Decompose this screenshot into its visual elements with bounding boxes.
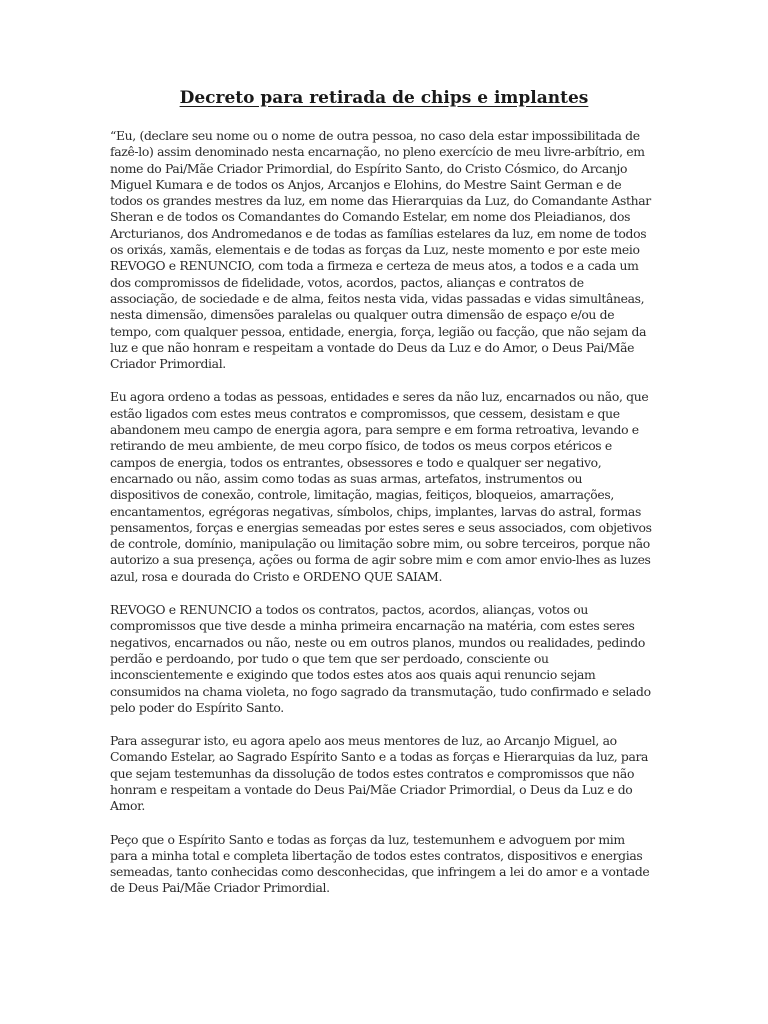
paragraph-invocation: “Eu, (declare seu nome ou o nome de outra pessoa, no caso dela estar impossibilitada de fazê-lo) assim denominado nesta encarnação, no pleno exercício de meu livre-arbítrio, em nome do Pai/Mãe Criador Primordial, do Espírito Santo, do Cristo Cósmico, do Arcanjo Miguel Kumara e de todos os Anjos, Arcanjos e Elohins, do Mestre Saint German e de todos os grandes mestres da luz, em nome das Hierarquias da Luz, do Comandante Asthar Sheran e de todos os Comandantes do Comando Estelar, em nome dos Pleiadianos, dos Arcturianos, dos Andromedanos e de todas as famílias estelares da luz, em nome de todos os orixás, xamãs, elementais e de todas as forças da Luz, neste momento e por este meio REVOGO e RENUNCIO, com toda a firmeza e certeza de meus atos, a todos e a cada um dos compromissos de fidelidade, votos, acordos, pactos, alianças e contratos de associação, de sociedade e de alma, feitos nesta vida, vidas passadas e vidas simultâneas, nesta dimensão, dimensões paralelas ou qualquer outra dimensão de espaço e/ou de tempo, com qualquer pessoa, entidade, energia, força, legião ou facção, que não sejam da luz e que não honram e respeitam a vontade do Deus da Luz e do Amor, o Deus Pai/Mãe Criador Primordial.	[110, 128, 651, 372]
paragraph-order: Eu agora ordeno a todas as pessoas, entidades e seres da não luz, encarnados ou não, que estão ligados com estes meus contratos e compromissos, que cessem, desistam e que abandonem meu campo de energia agora, para sempre e em forma retroativa, levando e retirando de meu ambiente, de meu corpo físico, de todos os meus corpos etéricos e campos de energia, todos os entrantes, obsessores e todo e qualquer ser negativo, encarnado ou não, assim como todas as suas armas, artefatos, instrumentos ou dispositivos de conexão, controle, limitação, magias, feitiços, bloqueios, amarrações, encantamentos, egrégoras negativas, símbolos, chips, implantes, larvas do astral, formas pensamentos, forças e energias semeadas por estes seres e seus associados, com objetivos de controle, domínio, manipulação ou limitação sobre mim, ou sobre terceiros, porque não autorizo a sua presença, ações ou forma de agir sobre mim e com amor envio-lhes as luzes azul, rosa e dourada do Cristo e ORDENO QUE SAIAM.	[110, 389, 652, 584]
paragraph-witnesses: Para assegurar isto, eu agora apelo aos meus mentores de luz, ao Arcanjo Miguel, ao Comando Estelar, ao Sagrado Espírito Santo e a todas as forças e Hierarquias da luz, para que sejam testemunhas da dissolução de todos estes contratos e compromissos que não honram e respeitam a vontade do Deus Pai/Mãe Criador Primordial, o Deus da Luz e do Amor.	[110, 733, 649, 814]
document-title: Decreto para retirada de chips e implantes	[179, 88, 589, 108]
paragraph-revocation: REVOGO e RENUNCIO a todos os contratos, pactos, acordos, alianças, votos ou compromissos que tive desde a minha primeira encarnação na matéria, com estes seres negativos, encarnados ou não, neste ou em outros planos, mundos ou realidades, pedindo perdão e perdoando, por tudo o que tem que ser perdoado, consciente ou inconscientemente e exigindo que todos estes atos aos quais aqui renuncio sejam consumidos na chama violeta, no fogo sagrado da transmutação, tudo confirmado e selado pelo poder do Espírito Santo.	[110, 602, 651, 715]
paragraph-liberation: Peço que o Espírito Santo e todas as forças da luz, testemunhem e advoguem por mim para a minha total e completa libertação de todos estes contratos, dispositivos e energias semeadas, tanto conhecidas como desconhecidas, que infringem a lei do amor e a vontade de Deus Pai/Mãe Criador Primordial.	[110, 831, 650, 896]
document-body	[110, 128, 655, 914]
